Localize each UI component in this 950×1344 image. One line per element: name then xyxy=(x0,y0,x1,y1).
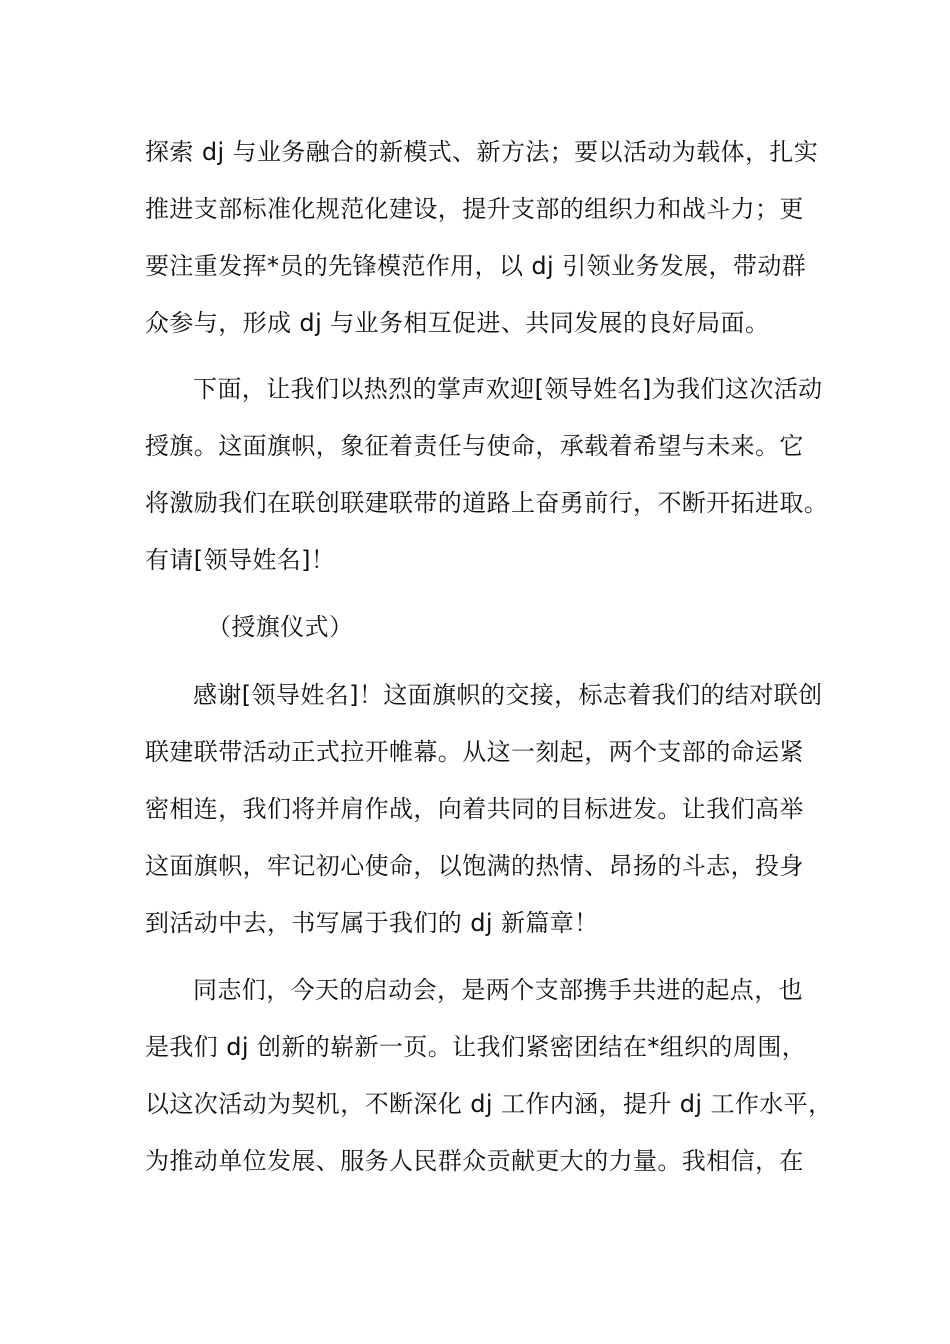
paragraph-2-line-3: 将激励我们在联创联建联带的道路上奋勇前行，不断开拓进取。 xyxy=(145,489,829,517)
paragraph-1-line-2: 推进支部标准化规范化建设，提升支部的组织力和战斗力；更 xyxy=(145,195,804,223)
paragraph-1-line-1: 探索 dj 与业务融合的新模式、新方法；要以活动为载体，扎实 xyxy=(145,138,819,166)
paragraph-5-line-4: 为推动单位发展、服务人民群众贡献更大的力量。我相信，在 xyxy=(145,1147,804,1175)
paragraph-5-line-3: 以这次活动为契机，不断深化 dj 工作内涵，提升 dj 工作水平， xyxy=(145,1090,833,1118)
paragraph-2-line-1: 下面，让我们以热烈的掌声欢迎[领导姓名]为我们这次活动 xyxy=(193,375,823,403)
ceremony-note: （授旗仪式） xyxy=(207,613,354,641)
paragraph-1-line-4: 众参与，形成 dj 与业务相互促进、共同发展的良好局面。 xyxy=(145,309,770,337)
paragraph-5-line-2: 是我们 dj 创新的崭新一页。让我们紧密团结在*组织的周围， xyxy=(145,1033,807,1061)
paragraph-4-line-4: 这面旗帜，牢记初心使命，以饱满的热情、昂扬的斗志，投身 xyxy=(145,852,804,880)
paragraph-4-line-5: 到活动中去，书写属于我们的 dj 新篇章！ xyxy=(145,909,599,937)
paragraph-5-line-1: 同志们，今天的启动会，是两个支部携手共进的起点，也 xyxy=(193,976,803,1004)
paragraph-2-line-2: 授旗。这面旗帜，象征着责任与使命，承载着希望与未来。它 xyxy=(145,432,804,460)
paragraph-2-line-4: 有请[领导姓名]！ xyxy=(145,546,336,574)
paragraph-4-line-1: 感谢[领导姓名]！这面旗帜的交接，标志着我们的结对联创 xyxy=(193,681,823,709)
paragraph-1-line-3: 要注重发挥*员的先锋模范作用，以 dj 引领业务发展，带动群 xyxy=(145,252,807,280)
paragraph-4-line-2: 联建联带活动正式拉开帷幕。从这一刻起，两个支部的命运紧 xyxy=(145,738,804,766)
paragraph-4-line-3: 密相连，我们将并肩作战，向着共同的目标进发。让我们高举 xyxy=(145,795,804,823)
